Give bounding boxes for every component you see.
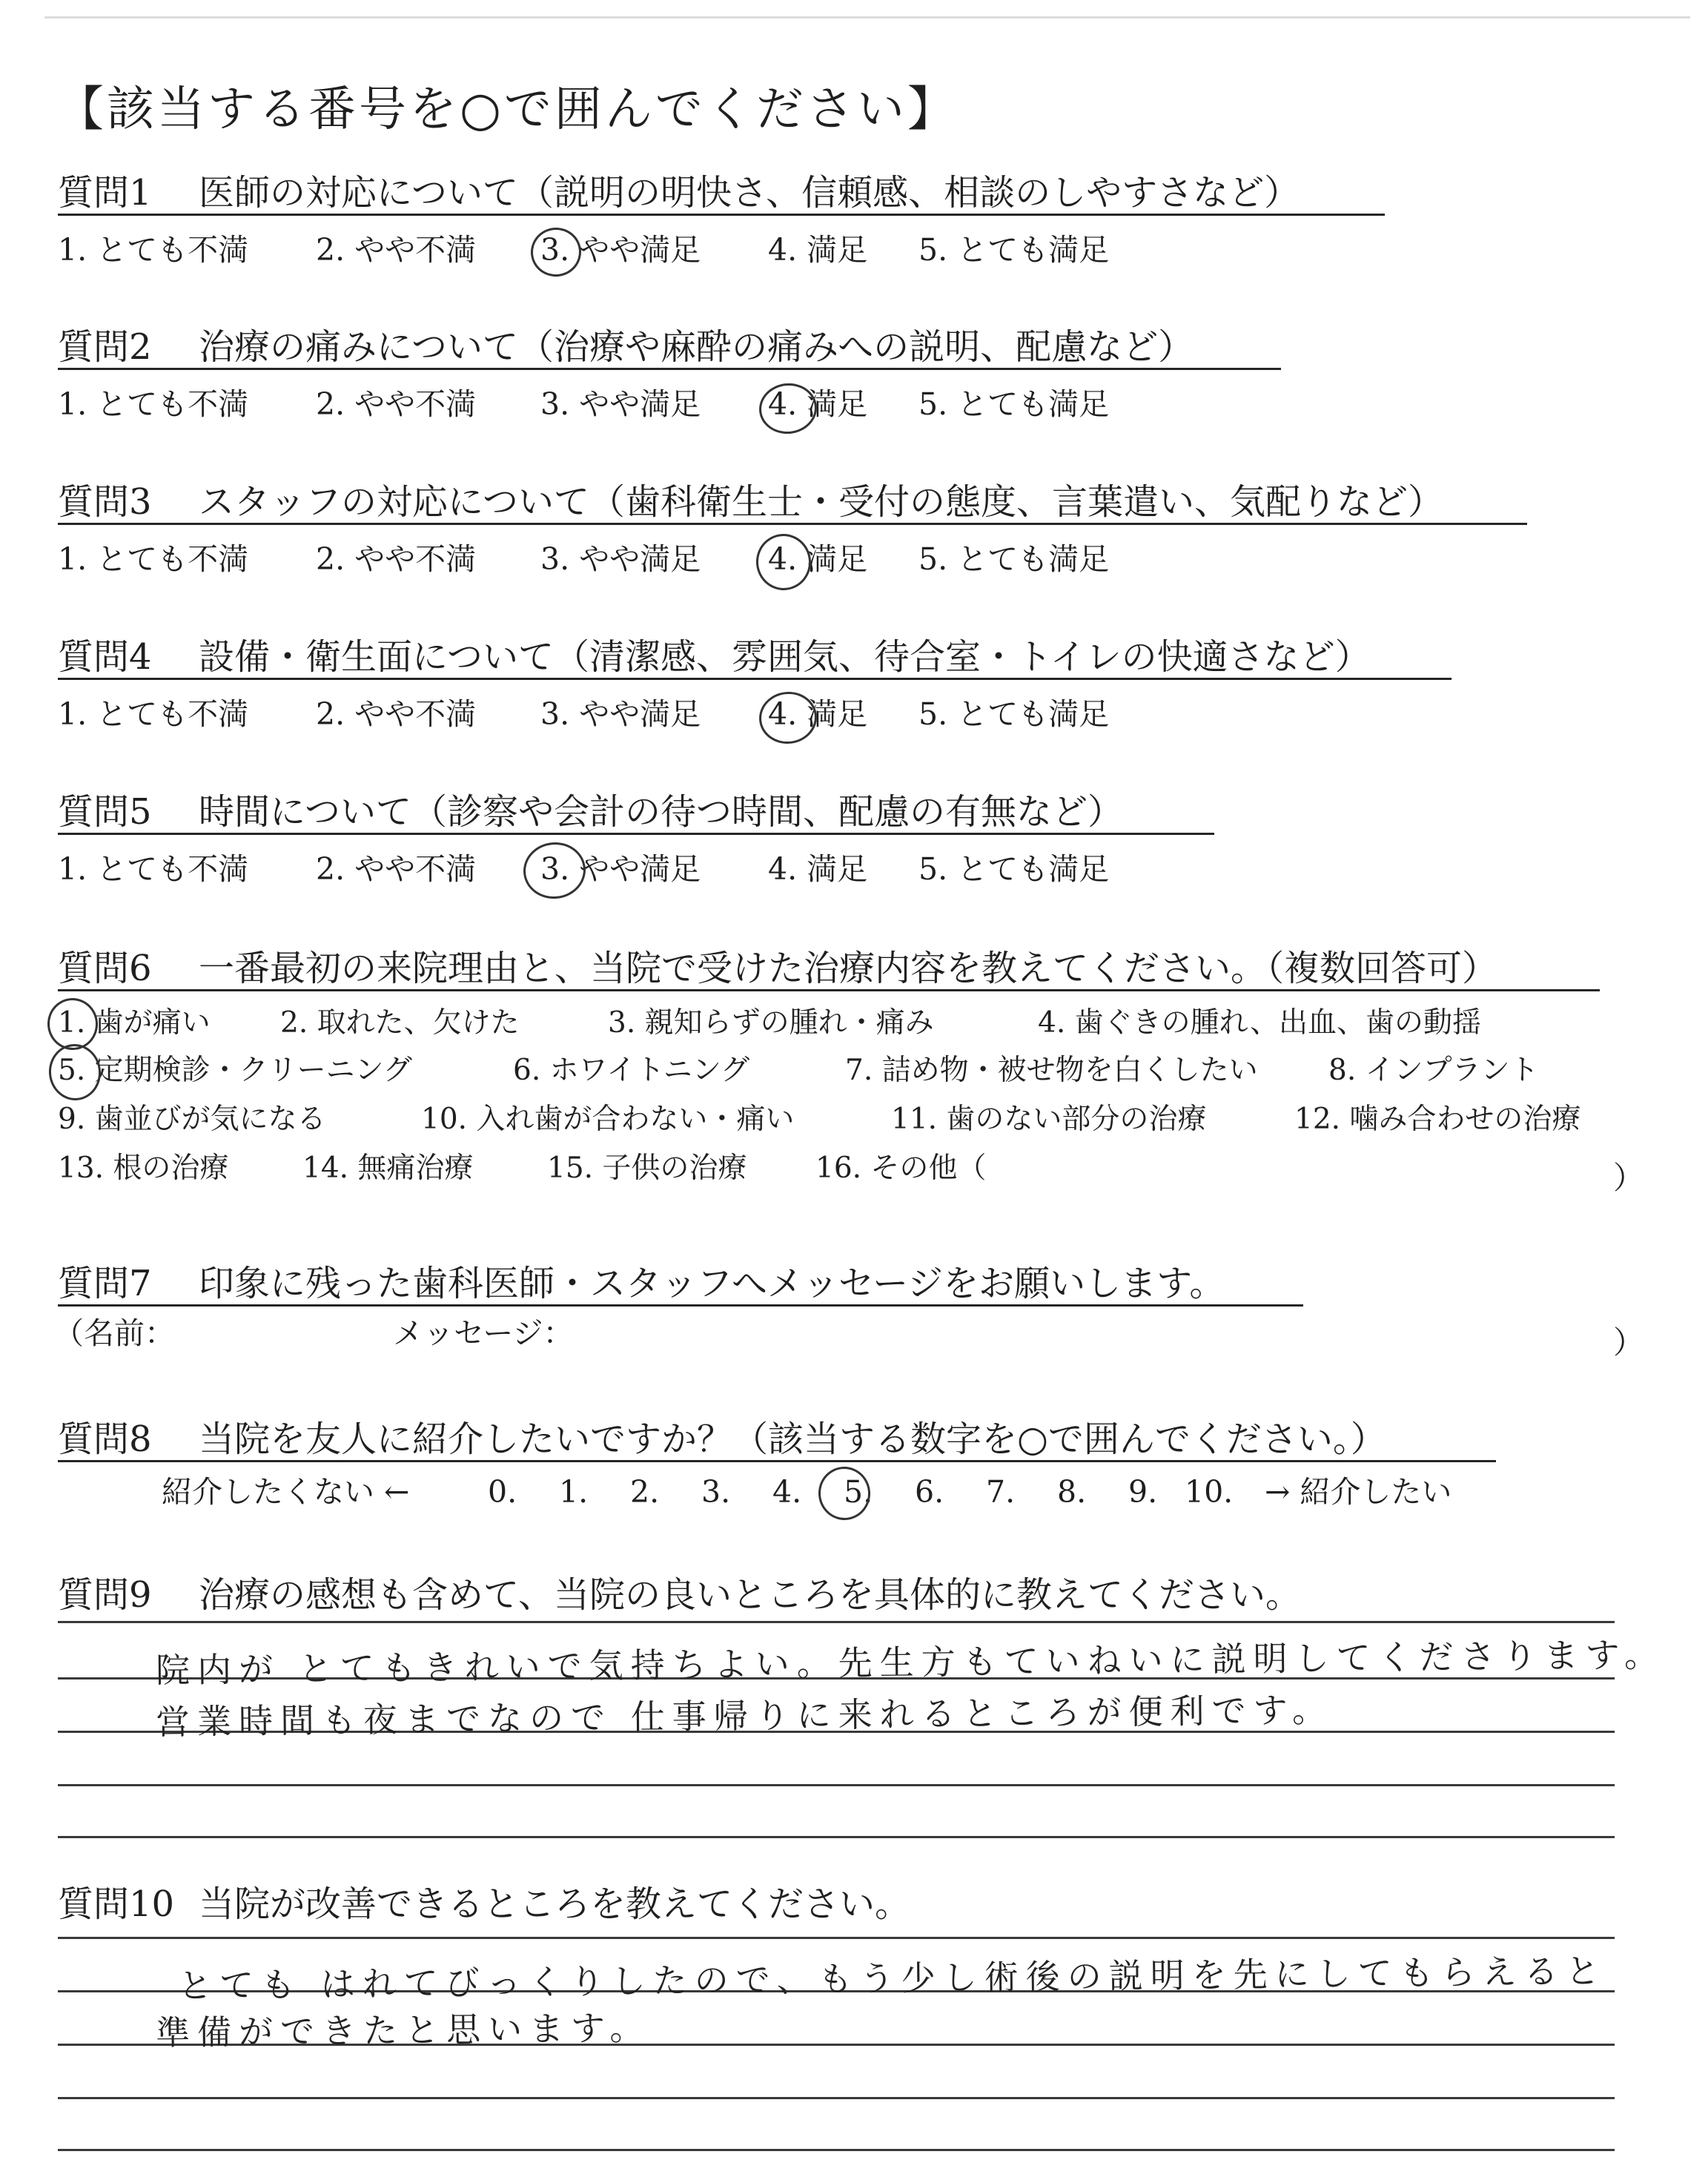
question-3-title: [58, 481, 1444, 523]
score-option[interactable]: 5.: [844, 1474, 873, 1510]
reason-option[interactable]: 11. 歯のない部分の治療: [891, 1103, 1207, 1136]
question-underline: [58, 368, 1281, 370]
option-2[interactable]: 2. やや不満: [316, 386, 477, 422]
reason-option[interactable]: 12. 噛み合わせの治療: [1294, 1103, 1581, 1136]
question-8-title: [58, 1418, 1386, 1460]
question-number: 質問3: [58, 481, 152, 523]
reason-option[interactable]: 14. 無痛治療: [302, 1152, 474, 1185]
option-5[interactable]: 5. とても満足: [918, 696, 1110, 732]
option-5[interactable]: 5. とても満足: [918, 541, 1110, 577]
option-4[interactable]: 4. 満足: [768, 232, 868, 268]
question-1-title: [58, 172, 1300, 214]
option-2[interactable]: 2. やや不満: [316, 232, 477, 268]
message-close-paren: ）: [1613, 1324, 1645, 1361]
question-6-title: [58, 948, 1498, 989]
writing-line: [58, 2149, 1615, 2151]
question-text: 設備・衛生面について（清潔感、雰囲気、待合室・トイレの快適さなど）: [199, 636, 1371, 678]
question-text: 当院が改善できるところを教えてください。: [199, 1883, 911, 1925]
option-1[interactable]: 1. とても不満: [58, 541, 249, 577]
score-option[interactable]: 8.: [1057, 1474, 1087, 1510]
reason-option[interactable]: 15. 子供の治療: [547, 1152, 747, 1185]
option-1[interactable]: 1. とても不満: [58, 232, 249, 268]
reason-option[interactable]: 8. インプラント: [1328, 1054, 1539, 1087]
answer-circle-mark: [520, 839, 588, 902]
other-close-paren: ）: [1613, 1160, 1645, 1196]
question-number: 質問1: [58, 172, 152, 214]
question-7-title: [58, 1263, 1225, 1304]
option-3[interactable]: 3. やや満足: [540, 851, 701, 887]
question-text: 医師の対応について（説明の明快さ、信頼感、相談のしやすさなど）: [199, 172, 1300, 214]
option-4[interactable]: 4. 満足: [768, 696, 868, 732]
question-underline: [58, 833, 1214, 835]
handwritten-answer-line[interactable]: とても はれてびっくりしたので、もう少し術後の説明を先にしてもらえると: [177, 1950, 1607, 2007]
question-text: 一番最初の来院理由と、当院で受けた治療内容を教えてください。（複数回答可）: [199, 948, 1498, 989]
question-5-title: [58, 791, 1124, 833]
option-3[interactable]: 3. やや満足: [540, 386, 701, 422]
option-5[interactable]: 5. とても満足: [918, 386, 1110, 422]
option-4[interactable]: 4. 満足: [768, 541, 868, 577]
writing-line: [58, 1836, 1615, 1838]
question-text: 印象に残った歯科医師・スタッフへメッセージをお願いします。: [199, 1263, 1225, 1304]
question-number: 質問7: [58, 1263, 152, 1304]
form-instruction-heading: 【該当する番号を○で囲んでください】: [56, 82, 958, 137]
score-option[interactable]: 1.: [559, 1474, 589, 1510]
reason-option[interactable]: 4. 歯ぐきの腫れ、出血、歯の動揺: [1038, 1006, 1481, 1040]
reason-option[interactable]: 10. 入れ歯が合わない・痛い: [421, 1103, 795, 1136]
reason-option[interactable]: 9. 歯並びが気になる: [58, 1103, 326, 1136]
question-underline: [58, 214, 1385, 216]
question-2-title: [58, 326, 1194, 368]
reason-option-other[interactable]: 16. その他（: [815, 1152, 987, 1185]
score-option[interactable]: 0.: [488, 1474, 517, 1510]
message-field-label[interactable]: メッセージ：: [393, 1315, 574, 1351]
question-number: 質問10: [58, 1883, 175, 1925]
option-3[interactable]: 3. やや満足: [540, 232, 701, 268]
option-1[interactable]: 1. とても不満: [58, 851, 249, 887]
option-3[interactable]: 3. やや満足: [540, 696, 701, 732]
option-3[interactable]: 3. やや満足: [540, 541, 701, 577]
question-underline: [58, 678, 1452, 680]
score-option[interactable]: 7.: [986, 1474, 1016, 1510]
reason-option[interactable]: 2. 取れた、欠けた: [280, 1006, 520, 1040]
option-4[interactable]: 4. 満足: [768, 851, 868, 887]
question-number: 質問4: [58, 636, 152, 678]
question-text: 治療の感想も含めて、当院の良いところを具体的に教えてください。: [199, 1574, 1302, 1616]
answer-circle-mark: [753, 531, 814, 592]
question-number: 質問8: [58, 1418, 152, 1460]
answer-circle-mark: [46, 1042, 104, 1103]
top-border: [44, 16, 1690, 19]
reason-option[interactable]: 7. 詰め物・被せ物を白くしたい: [845, 1054, 1258, 1087]
question-9-title: [58, 1574, 1302, 1616]
question-number: 質問2: [58, 326, 152, 368]
question-underline: [58, 523, 1527, 525]
option-2[interactable]: 2. やや不満: [316, 541, 477, 577]
question-10-title: [58, 1883, 911, 1925]
score-option[interactable]: 3.: [701, 1474, 731, 1510]
writing-line: [58, 1784, 1615, 1786]
writing-line: [58, 2097, 1615, 2099]
score-option[interactable]: 2.: [630, 1474, 660, 1510]
score-option[interactable]: 9.: [1128, 1474, 1158, 1510]
question-number: 質問9: [58, 1574, 152, 1616]
writing-line: [58, 1621, 1615, 1623]
option-5[interactable]: 5. とても満足: [918, 851, 1110, 887]
handwritten-answer-line[interactable]: 準備ができたと思います。: [155, 2007, 652, 2053]
question-number: 質問5: [58, 791, 152, 833]
writing-line: [58, 1937, 1615, 1939]
option-2[interactable]: 2. やや不満: [316, 851, 477, 887]
option-4[interactable]: 4. 満足: [768, 386, 868, 422]
reason-option[interactable]: 13. 根の治療: [58, 1152, 229, 1185]
question-number: 質問6: [58, 948, 152, 989]
reason-option[interactable]: 1. 歯が痛い: [58, 1006, 211, 1040]
question-4-title: [58, 636, 1371, 678]
handwritten-answer-line[interactable]: 営業時間も夜までなので 仕事帰りに来れるところが便利です。: [155, 1689, 1334, 1743]
reason-option[interactable]: 3. 親知らずの腫れ・痛み: [608, 1006, 934, 1040]
handwritten-answer-line[interactable]: 院内が とてもきれいで気持ちよい。先生方もていねいに説明してくださります。: [155, 1634, 1666, 1691]
option-1[interactable]: 1. とても不満: [58, 386, 249, 422]
name-field-label[interactable]: （名前：: [53, 1315, 175, 1351]
scale-right-label: → 紹介したい: [1265, 1474, 1452, 1510]
option-1[interactable]: 1. とても不満: [58, 696, 249, 732]
scale-left-label: 紹介したくない ←: [162, 1474, 410, 1510]
score-option[interactable]: 4.: [772, 1474, 802, 1510]
question-text: 治療の痛みについて（治療や麻酔の痛みへの説明、配慮など）: [199, 326, 1194, 368]
score-option[interactable]: 6.: [915, 1474, 944, 1510]
score-option[interactable]: 10.: [1185, 1474, 1234, 1510]
question-underline: [58, 1304, 1303, 1307]
answer-circle-mark: [815, 1464, 873, 1523]
reason-option[interactable]: 5. 定期検診・クリーニング: [58, 1054, 412, 1087]
option-2[interactable]: 2. やや不満: [316, 696, 477, 732]
question-underline: [58, 989, 1600, 991]
reason-option[interactable]: 6. ホワイトニング: [513, 1054, 750, 1087]
question-text: 時間について（診察や会計の待つ時間、配慮の有無など）: [199, 791, 1124, 833]
question-underline: [58, 1460, 1496, 1462]
question-text: 当院を友人に紹介したいですか？（該当する数字を○で囲んでください。）: [199, 1418, 1386, 1460]
question-text: スタッフの対応について（歯科衛生士・受付の態度、言葉遣い、気配りなど）: [199, 481, 1444, 523]
option-5[interactable]: 5. とても満足: [918, 232, 1110, 268]
